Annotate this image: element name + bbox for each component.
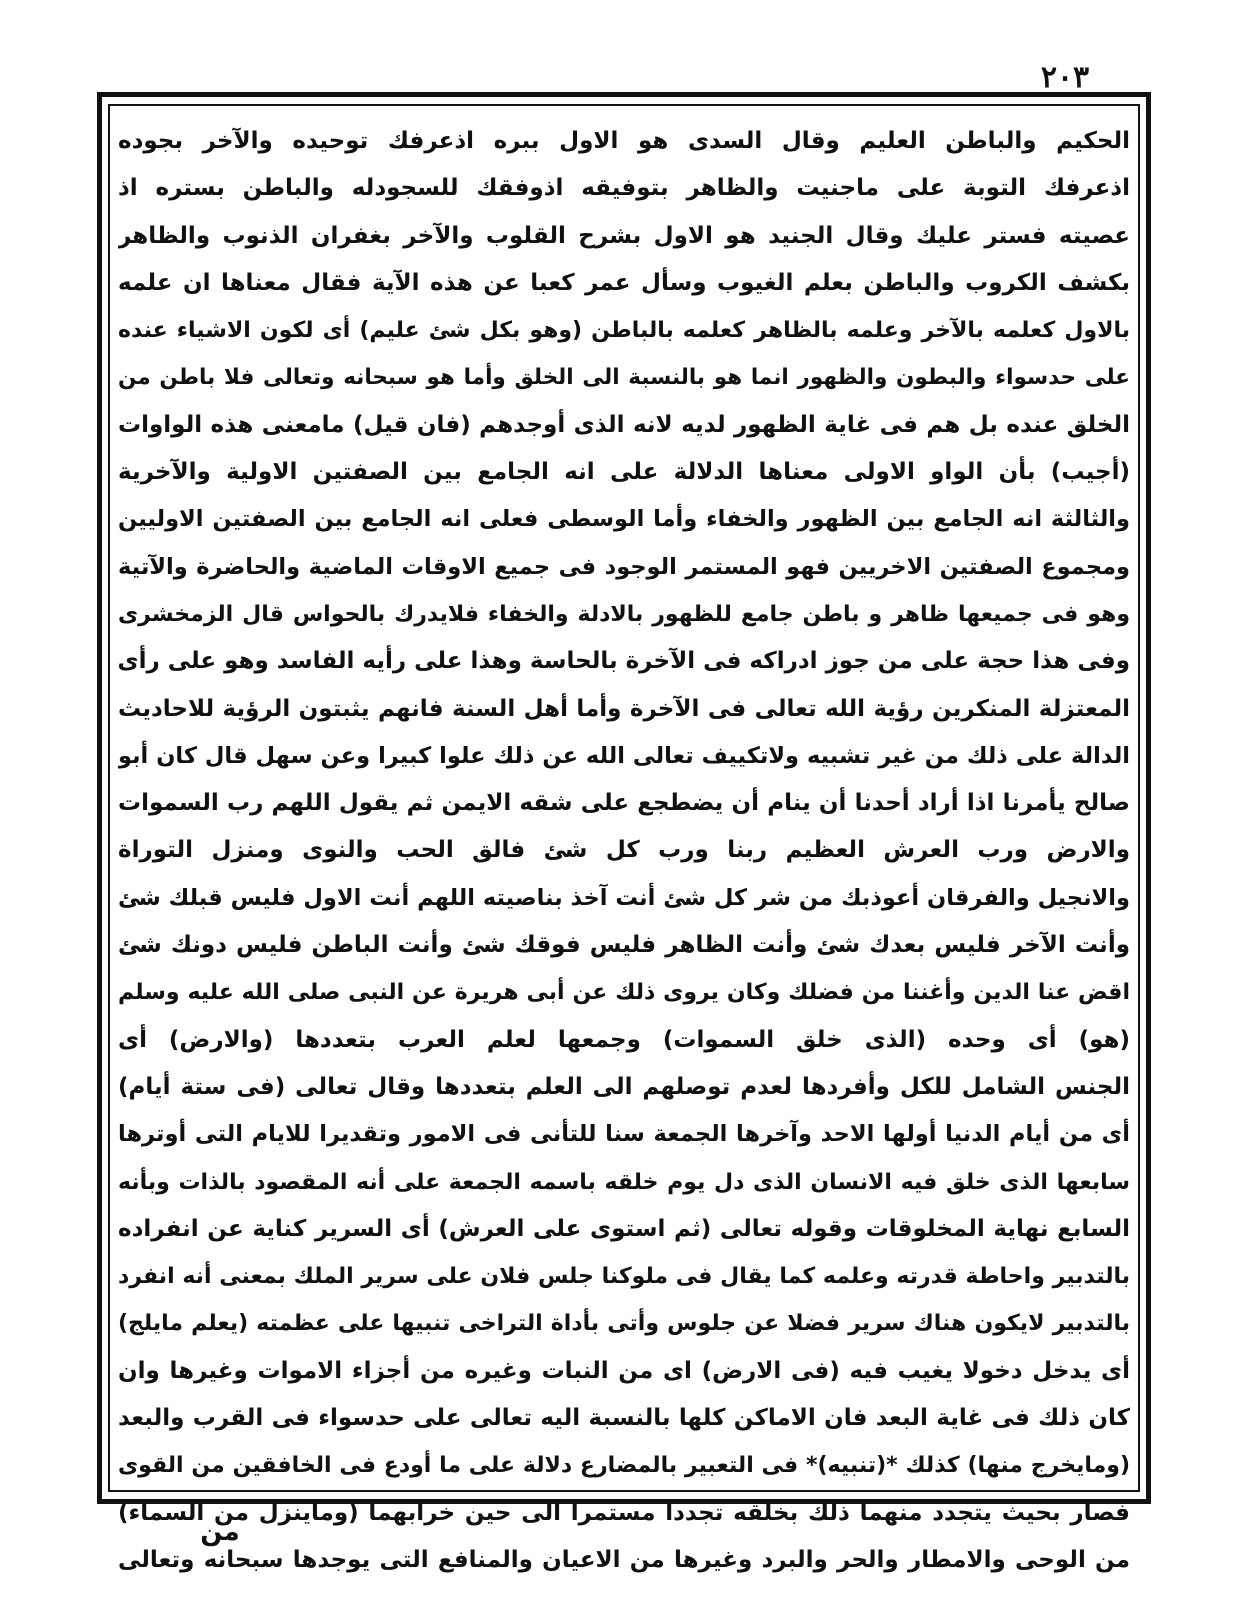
text-line: (ومايخرج منها) كذلك *(تنبيه)* فى التعبير بالمضارع دلالة على ما أودع فى الخافقين من القوى <box>118 1453 1130 1479</box>
text-line: من الوحى والامطار والحر والبرد وغيرها من الاعيان والمنافع التى يوجدها سبحانه وتعالى <box>118 1546 1130 1573</box>
text-line: بكشف الكروب والباطن بعلم الغيوب وسأل عمر كعبا عن هذه الآية فقال معناها ان علمه <box>118 269 1130 296</box>
text-line: والانجيل والفرقان أعوذبك من شر كل شئ أنت آخذ بناصيته اللهم أنت الاول فليس قبلك شئ <box>118 884 1130 911</box>
text-line: السابع نهاية المخلوقات وقوله تعالى (ثم استوى على العرش) أى السرير كناية عن انفراده <box>118 1215 1130 1242</box>
text-line: وأنت الآخر فليس بعدك شئ وأنت الظاهر فليس فوقك شئ وأنت الباطن فليس دونك شئ <box>118 932 1130 959</box>
text-line: الجنس الشامل للكل وأفردها لعدم توصلهم الى العلم بتعددها وقال تعالى (فى ستة أيام) <box>118 1073 1130 1100</box>
text-line: وفى هذا حجة على من جوز ادراكه فى الآخرة بالحاسة وهذا على رأيه الفاسد وهو على رأى <box>118 648 1130 675</box>
text-line: المعتزلة المنكرين رؤية الله تعالى فى الآخرة وأما أهل السنة فانهم يثبتون الرؤية للاحاديث <box>118 695 1130 722</box>
text-line: وهو فى جميعها ظاهر و باطن جامع للظهور بالادلة والخفاء فلايدرك بالحواس قال الزمخشرى <box>118 601 1130 627</box>
text-line: على حدسواء والبطون والظهور انما هو بالنسبة الى الخلق وأما هو سبحانه وتعالى فلا باطن من <box>118 365 1130 391</box>
text-line: والارض ورب العرش العظيم ربنا ورب كل شئ فالق الحب والنوى ومنزل التوراة <box>118 837 1130 864</box>
text-line: الحكيم والباطن العليم وقال السدى هو الاول ببره اذعرفك توحيده والآخر بجوده <box>118 128 1130 154</box>
text-line: أى يدخل دخولا يغيب فيه (فى الارض) اى من النبات وغيره من أجزاء الاموات وغيرها وان <box>118 1357 1130 1384</box>
text-line: الخلق عنده بل هم فى غاية الظهور لديه لانه الذى أوجدهم (فان قيل) مامعنى هذه الواوات <box>118 411 1130 438</box>
text-line: والثالثة انه الجامع بين الظهور والخفاء وأما الوسطى فعلى انه الجامع بين الصفتين الاوليين <box>118 506 1130 533</box>
text-line: سابعها الذى خلق فيه الانسان الذى دل يوم خلقه باسمه الجمعة على أنه المقصود بالذات وبأنه <box>118 1169 1130 1195</box>
text-block <box>118 118 1130 1573</box>
text-line: بالتدبير لايكون هناك سرير فضلا عن جلوس وأتى بأداة التراخى تنبيها على عظمته (يعلم مايلج) <box>118 1311 1130 1337</box>
text-line: بالتدبير واحاطة قدرته وعلمه كما يقال فى ملوكنا جلس فلان على سرير الملك بمعنى أنه انفرد <box>118 1264 1130 1290</box>
text-line: ومجموع الصفتين الاخريين فهو المستمر الوجود فى جميع الاوقات الماضية والحاضرة والآتية <box>118 553 1130 580</box>
text-line: كان ذلك فى غاية البعد فان الاماكن كلها بالنسبة اليه تعالى على حدسواء فى القرب والبعد <box>118 1405 1130 1432</box>
text-line: اذعرفك التوبة على ماجنيت والظاهر بتوفيقه اذوفقك للسجودله والباطن بستره اذ <box>118 175 1130 202</box>
text-line: صالح يأمرنا اذا أراد أحدنا أن ينام أن يضطجع على شقه الايمن ثم يقول اللهم رب السموات <box>118 790 1130 817</box>
text-line: أى من أيام الدنيا أولها الاحد وآخرها الجمعة سنا للتأنى فى الامور وتقديرا للايام التى أوترها <box>118 1121 1130 1148</box>
text-line: (أجيب) بأن الواو الاولى معناها الدلالة على انه الجامع بين الصفتين الاولية والآخرية <box>118 459 1130 486</box>
text-line: (هو) أى وحده (الذى خلق السموات) وجمعها لعلم العرب بتعددها (والارض) أى <box>118 1026 1130 1053</box>
page-number: ٢٠٣ <box>1040 60 1090 95</box>
catchword: من <box>200 1517 240 1547</box>
text-line: اقض عنا الدين وأغننا من فضلك وكان يروى ذلك عن أبى هريرة عن النبى صلى الله عليه وسلم <box>118 980 1130 1006</box>
text-line: فصار بحيث يتجدد منهما ذلك بخلقه تجددا مستمرا الى حين خرابهما (وماينزل من السماء) <box>118 1499 1130 1526</box>
text-line: عصيته فستر عليك وقال الجنيد هو الاول بشرح القلوب والآخر بغفران الذنوب والظاهر <box>118 222 1130 249</box>
text-line: الدالة على ذلك من غير تشبيه ولاتكييف تعالى الله عن ذلك علوا كبيرا وعن سهل قال كان أبو <box>118 742 1130 769</box>
text-line: بالاول كعلمه بالآخر وعلمه بالظاهر كعلمه بالباطن (وهو بكل شئ عليم) أى لكون الاشياء عنده <box>118 318 1130 344</box>
